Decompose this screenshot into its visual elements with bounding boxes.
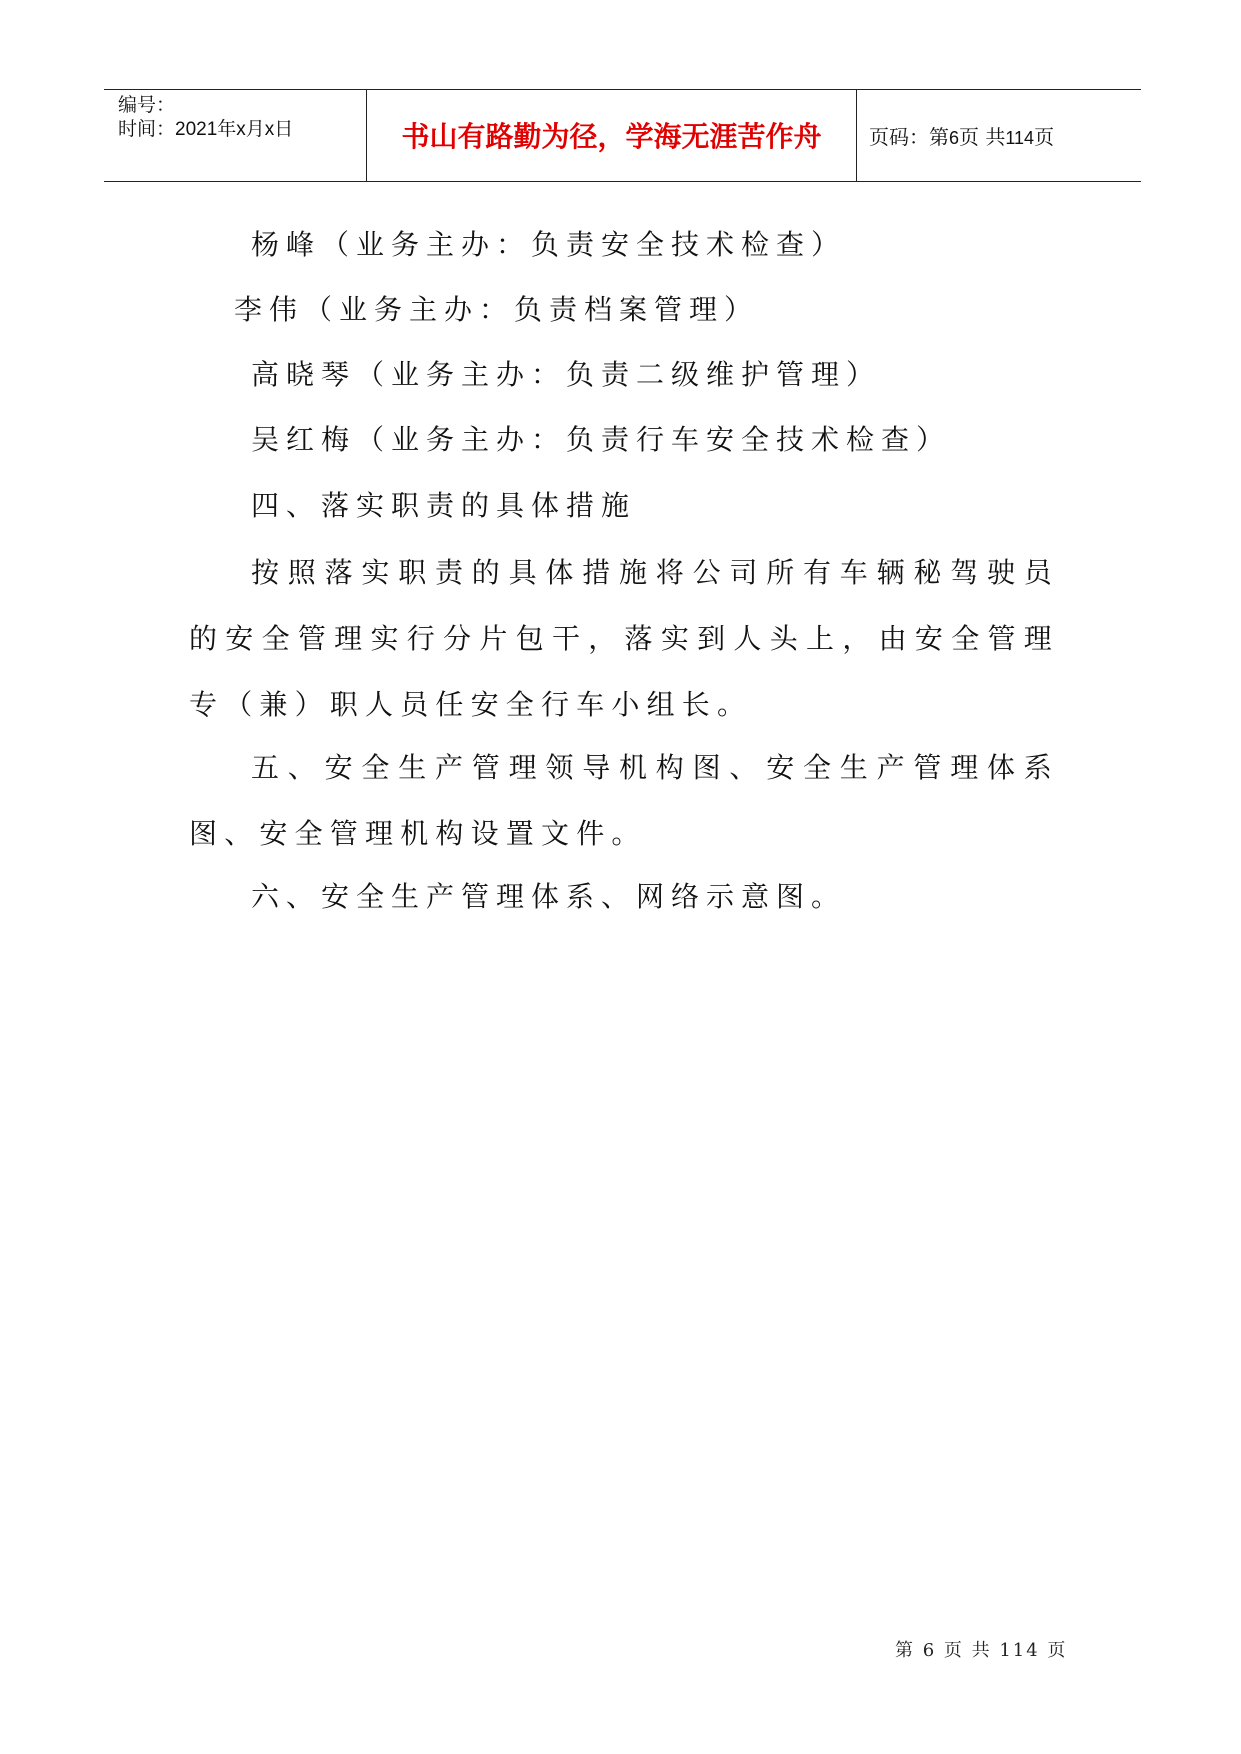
page-footer: 第 6 页 共 114 页 xyxy=(895,1640,1068,1661)
staff-line-li-wei: 李伟（业务主办：负责档案管理） xyxy=(234,293,760,326)
staff-line-yang-feng: 杨峰（业务主办：负责安全技术检查） xyxy=(251,228,847,261)
header-page-suffix: 页 xyxy=(1034,125,1055,149)
header-info-cell xyxy=(104,90,367,181)
header-page-prefix: 页码：第 xyxy=(869,125,949,149)
section-heading-4: 四、落实职责的具体措施 xyxy=(251,489,637,522)
staff-line-wu-hongmei: 吴红梅（业务主办：负责行车安全技术检查） xyxy=(251,423,952,456)
section-paragraph-4: 按照落实职责的具体措施将公司所有车辆秘驾驶员的安全管理实行分片包干，落实到人头上，由安全管理专（兼）职人员任安全行车小组长。 xyxy=(189,556,1059,721)
section-heading-6: 六、安全生产管理体系、网络示意图。 xyxy=(251,880,847,913)
page-header xyxy=(104,89,1141,182)
document-time-label: 时间：2021年x月x日 xyxy=(118,119,294,140)
header-page-total: 114 xyxy=(1005,128,1035,148)
header-page-mid: 页 共 xyxy=(959,125,1006,149)
staff-line-gao-xiaoqin: 高晓琴（业务主办：负责二级维护管理） xyxy=(251,358,882,391)
document-number-label: 编号： xyxy=(118,95,176,116)
header-page-cell xyxy=(857,90,1141,181)
header-motto: 书山有路勤为径，学海无涯苦作舟 xyxy=(401,120,822,153)
header-page-current: 6 xyxy=(949,128,960,148)
header-motto-cell xyxy=(367,90,857,181)
header-page-indicator xyxy=(869,125,1054,150)
section-paragraph-5: 五、安全生产管理领导机构图、安全生产管理体系图、安全管理机构设置文件。 xyxy=(189,751,1059,850)
